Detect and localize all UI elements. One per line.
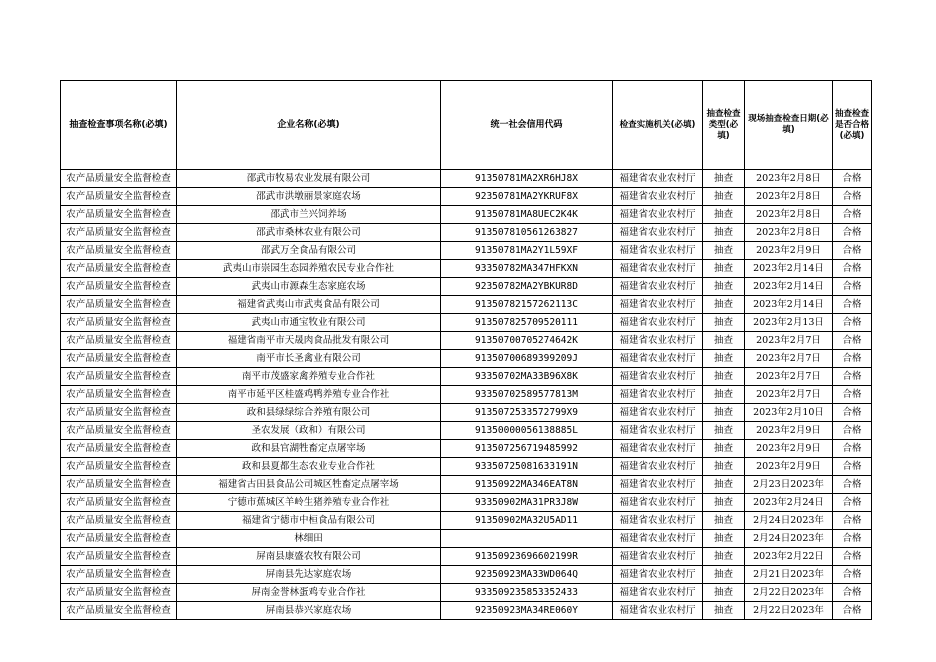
cell-credit-code: 91350782157262113C: [441, 296, 613, 314]
cell-item: 农产品质量安全监督检查: [61, 404, 177, 422]
cell-agency: 福建省农业农村厅: [613, 530, 703, 548]
table-row: [61, 584, 872, 602]
cell-type: 抽查: [703, 566, 745, 584]
header-company: 企业名称(必填): [177, 81, 441, 170]
cell-agency: 福建省农业农村厅: [613, 188, 703, 206]
cell-qualified: 合格: [833, 260, 872, 278]
cell-agency: 福建省农业农村厅: [613, 404, 703, 422]
cell-date: 2023年2月14日: [745, 260, 833, 278]
cell-date: 2023年2月24日: [745, 494, 833, 512]
cell-credit-code: 92350923MA34RE060Y: [441, 602, 613, 620]
cell-item: 农产品质量安全监督检查: [61, 584, 177, 602]
cell-qualified: 合格: [833, 224, 872, 242]
cell-company: 武夷山市源森生态家庭农场: [177, 278, 441, 296]
table-row: [61, 458, 872, 476]
cell-date: 2023年2月8日: [745, 170, 833, 188]
cell-date: 2023年2月14日: [745, 296, 833, 314]
cell-company: 政和县夏都生态农业专业合作社: [177, 458, 441, 476]
cell-credit-code: 933509235853352433: [441, 584, 613, 602]
cell-type: 抽查: [703, 584, 745, 602]
cell-company: 邵武市桑林农业有限公司: [177, 224, 441, 242]
table-row: [61, 548, 872, 566]
cell-item: 农产品质量安全监督检查: [61, 332, 177, 350]
cell-agency: 福建省农业农村厅: [613, 458, 703, 476]
cell-agency: 福建省农业农村厅: [613, 260, 703, 278]
cell-item: 农产品质量安全监督检查: [61, 170, 177, 188]
cell-type: 抽查: [703, 332, 745, 350]
table-row: [61, 566, 872, 584]
cell-credit-code: 91350700689399209J: [441, 350, 613, 368]
cell-agency: 福建省农业农村厅: [613, 278, 703, 296]
cell-item: 农产品质量安全监督检查: [61, 458, 177, 476]
header-credit-code: 统一社会信用代码: [441, 81, 613, 170]
cell-type: 抽查: [703, 440, 745, 458]
cell-qualified: 合格: [833, 476, 872, 494]
cell-type: 抽查: [703, 314, 745, 332]
cell-item: 农产品质量安全监督检查: [61, 206, 177, 224]
cell-date: 2023年2月22日: [745, 548, 833, 566]
cell-type: 抽查: [703, 278, 745, 296]
cell-qualified: 合格: [833, 440, 872, 458]
cell-type: 抽查: [703, 602, 745, 620]
cell-credit-code: 93350902MA31PR3J8W: [441, 494, 613, 512]
cell-item: 农产品质量安全监督检查: [61, 476, 177, 494]
cell-item: 农产品质量安全监督检查: [61, 548, 177, 566]
cell-agency: 福建省农业农村厅: [613, 224, 703, 242]
cell-type: 抽查: [703, 458, 745, 476]
cell-agency: 福建省农业农村厅: [613, 494, 703, 512]
cell-qualified: 合格: [833, 404, 872, 422]
cell-credit-code: 93350702589577813M: [441, 386, 613, 404]
cell-item: 农产品质量安全监督检查: [61, 278, 177, 296]
cell-credit-code: 91350923696602199R: [441, 548, 613, 566]
cell-date: 2023年2月9日: [745, 458, 833, 476]
cell-company: 屏南金誉林蛋鸡专业合作社: [177, 584, 441, 602]
cell-agency: 福建省农业农村厅: [613, 548, 703, 566]
cell-type: 抽查: [703, 422, 745, 440]
header-type: 抽查检查类型(必填): [703, 81, 745, 170]
table-row: [61, 494, 872, 512]
table-row: [61, 260, 872, 278]
cell-company: 福建省武夷山市武夷食品有限公司: [177, 296, 441, 314]
cell-agency: 福建省农业农村厅: [613, 296, 703, 314]
cell-qualified: 合格: [833, 278, 872, 296]
cell-item: 农产品质量安全监督检查: [61, 314, 177, 332]
cell-credit-code: [441, 530, 613, 548]
cell-company: 邵武万全食品有限公司: [177, 242, 441, 260]
table-row: [61, 422, 872, 440]
cell-credit-code: 91350700705274642K: [441, 332, 613, 350]
cell-credit-code: 91350902MA32U5AD11: [441, 512, 613, 530]
cell-item: 农产品质量安全监督检查: [61, 260, 177, 278]
cell-item: 农产品质量安全监督检查: [61, 350, 177, 368]
cell-date: 2023年2月9日: [745, 422, 833, 440]
cell-credit-code: 93350702MA33B96X8K: [441, 368, 613, 386]
cell-item: 农产品质量安全监督检查: [61, 512, 177, 530]
cell-company: 政和县绿绿综合养殖有限公司: [177, 404, 441, 422]
cell-agency: 福建省农业农村厅: [613, 242, 703, 260]
cell-qualified: 合格: [833, 368, 872, 386]
table-row: [61, 332, 872, 350]
table-row: [61, 440, 872, 458]
cell-date: 2月24日2023年: [745, 512, 833, 530]
cell-agency: 福建省农业农村厅: [613, 422, 703, 440]
cell-type: 抽查: [703, 386, 745, 404]
cell-type: 抽查: [703, 476, 745, 494]
cell-date: 2023年2月7日: [745, 332, 833, 350]
cell-credit-code: 91350725335727​99X9: [441, 404, 613, 422]
cell-company: 南平市茂盛家禽养殖专业合作社: [177, 368, 441, 386]
cell-qualified: 合格: [833, 584, 872, 602]
table-row: [61, 188, 872, 206]
cell-item: 农产品质量安全监督检查: [61, 530, 177, 548]
cell-qualified: 合格: [833, 188, 872, 206]
table-row: [61, 350, 872, 368]
cell-company: 福建省南平市天晟肉食品批发有限公司: [177, 332, 441, 350]
cell-item: 农产品质量安全监督检查: [61, 440, 177, 458]
table-row: [61, 476, 872, 494]
cell-credit-code: 93350782MA347HFKXN: [441, 260, 613, 278]
cell-agency: 福建省农业农村厅: [613, 170, 703, 188]
cell-type: 抽查: [703, 530, 745, 548]
cell-qualified: 合格: [833, 296, 872, 314]
header-date: 现场抽查检查日期(必填): [745, 81, 833, 170]
cell-agency: 福建省农业农村厅: [613, 602, 703, 620]
header-agency: 检查实施机关(必填): [613, 81, 703, 170]
cell-item: 农产品质量安全监督检查: [61, 242, 177, 260]
cell-qualified: 合格: [833, 566, 872, 584]
cell-type: 抽查: [703, 494, 745, 512]
cell-type: 抽查: [703, 512, 745, 530]
cell-credit-code: 913507256719485992: [441, 440, 613, 458]
cell-agency: 福建省农业农村厅: [613, 386, 703, 404]
cell-company: 南平市长圣禽业有限公司: [177, 350, 441, 368]
cell-type: 抽查: [703, 368, 745, 386]
cell-qualified: 合格: [833, 494, 872, 512]
cell-type: 抽查: [703, 548, 745, 566]
cell-agency: 福建省农业农村厅: [613, 368, 703, 386]
cell-company: 宁德市蕉城区羊岭生猪养殖专业合作社: [177, 494, 441, 512]
table-row: [61, 224, 872, 242]
cell-qualified: 合格: [833, 548, 872, 566]
cell-credit-code: 91350000056138885L: [441, 422, 613, 440]
cell-type: 抽查: [703, 242, 745, 260]
table-body: [61, 170, 872, 620]
header-item: 抽查检查事项名称(必填): [61, 81, 177, 170]
cell-agency: 福建省农业农村厅: [613, 350, 703, 368]
table-row: [61, 530, 872, 548]
cell-credit-code: 91350781056126382​7: [441, 224, 613, 242]
cell-item: 农产品质量安全监督检查: [61, 422, 177, 440]
table-row: [61, 278, 872, 296]
table-row: [61, 512, 872, 530]
cell-credit-code: 91350781MA2Y1L59XF: [441, 242, 613, 260]
cell-company: 邵武市兰兴饲养场: [177, 206, 441, 224]
cell-credit-code: 93350725081633191N: [441, 458, 613, 476]
cell-agency: 福建省农业农村厅: [613, 476, 703, 494]
cell-credit-code: 91350922MA346EAT8N: [441, 476, 613, 494]
cell-qualified: 合格: [833, 332, 872, 350]
cell-company: 福建省古田县食品公司城区牲畜定点屠宰场: [177, 476, 441, 494]
cell-date: 2023年2月13日: [745, 314, 833, 332]
cell-qualified: 合格: [833, 530, 872, 548]
table-row: [61, 170, 872, 188]
cell-type: 抽查: [703, 404, 745, 422]
cell-company: 武夷山市通宝牧业有限公司: [177, 314, 441, 332]
cell-qualified: 合格: [833, 422, 872, 440]
cell-date: 2月24日2023年: [745, 530, 833, 548]
cell-date: 2023年2月7日: [745, 350, 833, 368]
cell-agency: 福建省农业农村厅: [613, 584, 703, 602]
cell-company: 政和县官湖牲畜定点屠宰场: [177, 440, 441, 458]
table-row: [61, 404, 872, 422]
cell-company: 屏南县康盛农牧有限公司: [177, 548, 441, 566]
header-qualified: 抽查检查是否合格(必填): [833, 81, 872, 170]
cell-agency: 福建省农业农村厅: [613, 206, 703, 224]
cell-date: 2023年2月14日: [745, 278, 833, 296]
cell-type: 抽查: [703, 170, 745, 188]
cell-date: 2023年2月9日: [745, 242, 833, 260]
cell-qualified: 合格: [833, 512, 872, 530]
cell-agency: 福建省农业农村厅: [613, 440, 703, 458]
cell-type: 抽查: [703, 260, 745, 278]
cell-date: 2023年2月7日: [745, 368, 833, 386]
cell-item: 农产品质量安全监督检查: [61, 602, 177, 620]
cell-qualified: 合格: [833, 350, 872, 368]
table-row: [61, 296, 872, 314]
cell-credit-code: 92350923MA33WD064Q: [441, 566, 613, 584]
cell-type: 抽查: [703, 224, 745, 242]
cell-credit-code: 91350781MA2XR6HJ8X: [441, 170, 613, 188]
cell-date: 2023年2月8日: [745, 224, 833, 242]
cell-credit-code: 92350782MA2YBKUR8D: [441, 278, 613, 296]
cell-date: 2月22日2023年: [745, 602, 833, 620]
cell-agency: 福建省农业农村厅: [613, 314, 703, 332]
cell-company: 南平市延平区桂盛鸡鸭养殖专业合作社: [177, 386, 441, 404]
cell-company: 林细田: [177, 530, 441, 548]
cell-credit-code: 91350782570952011​1: [441, 314, 613, 332]
table-row: [61, 602, 872, 620]
cell-qualified: 合格: [833, 602, 872, 620]
cell-company: 邵武市牧易农业发展有限公司: [177, 170, 441, 188]
cell-agency: 福建省农业农村厅: [613, 566, 703, 584]
cell-item: 农产品质量安全监督检查: [61, 296, 177, 314]
cell-date: 2月22日2023年: [745, 584, 833, 602]
cell-agency: 福建省农业农村厅: [613, 512, 703, 530]
cell-item: 农产品质量安全监督检查: [61, 386, 177, 404]
cell-qualified: 合格: [833, 314, 872, 332]
table-row: [61, 386, 872, 404]
cell-company: 圣农发展（政和）有限公司: [177, 422, 441, 440]
cell-date: 2023年2月8日: [745, 206, 833, 224]
table-row: [61, 242, 872, 260]
cell-qualified: 合格: [833, 458, 872, 476]
cell-qualified: 合格: [833, 206, 872, 224]
table-row: [61, 368, 872, 386]
cell-agency: 福建省农业农村厅: [613, 332, 703, 350]
cell-qualified: 合格: [833, 170, 872, 188]
cell-item: 农产品质量安全监督检查: [61, 566, 177, 584]
cell-type: 抽查: [703, 206, 745, 224]
cell-type: 抽查: [703, 296, 745, 314]
cell-qualified: 合格: [833, 386, 872, 404]
cell-date: 2023年2月10日: [745, 404, 833, 422]
table-row: [61, 314, 872, 332]
header-row: [61, 81, 872, 170]
cell-item: 农产品质量安全监督检查: [61, 224, 177, 242]
cell-type: 抽查: [703, 188, 745, 206]
cell-date: 2023年2月8日: [745, 188, 833, 206]
cell-company: 屏南县恭兴家庭农场: [177, 602, 441, 620]
cell-qualified: 合格: [833, 242, 872, 260]
cell-company: 邵武市洪墩丽景家庭农场: [177, 188, 441, 206]
cell-type: 抽查: [703, 350, 745, 368]
cell-date: 2月23日2023年: [745, 476, 833, 494]
cell-credit-code: 91350781MA8UEC2K4K: [441, 206, 613, 224]
cell-credit-code: 92350781MA2YKRUF8X: [441, 188, 613, 206]
cell-item: 农产品质量安全监督检查: [61, 494, 177, 512]
cell-company: 屏南县先达家庭农场: [177, 566, 441, 584]
cell-date: 2月21日2023年: [745, 566, 833, 584]
inspection-table: [60, 80, 872, 620]
cell-item: 农产品质量安全监督检查: [61, 368, 177, 386]
cell-item: 农产品质量安全监督检查: [61, 188, 177, 206]
table-row: [61, 206, 872, 224]
cell-date: 2023年2月9日: [745, 440, 833, 458]
cell-company: 福建省宁德市中桓食品有限公司: [177, 512, 441, 530]
cell-company: 武夷山市崇园生态园养殖农民专业合作社: [177, 260, 441, 278]
cell-date: 2023年2月7日: [745, 386, 833, 404]
